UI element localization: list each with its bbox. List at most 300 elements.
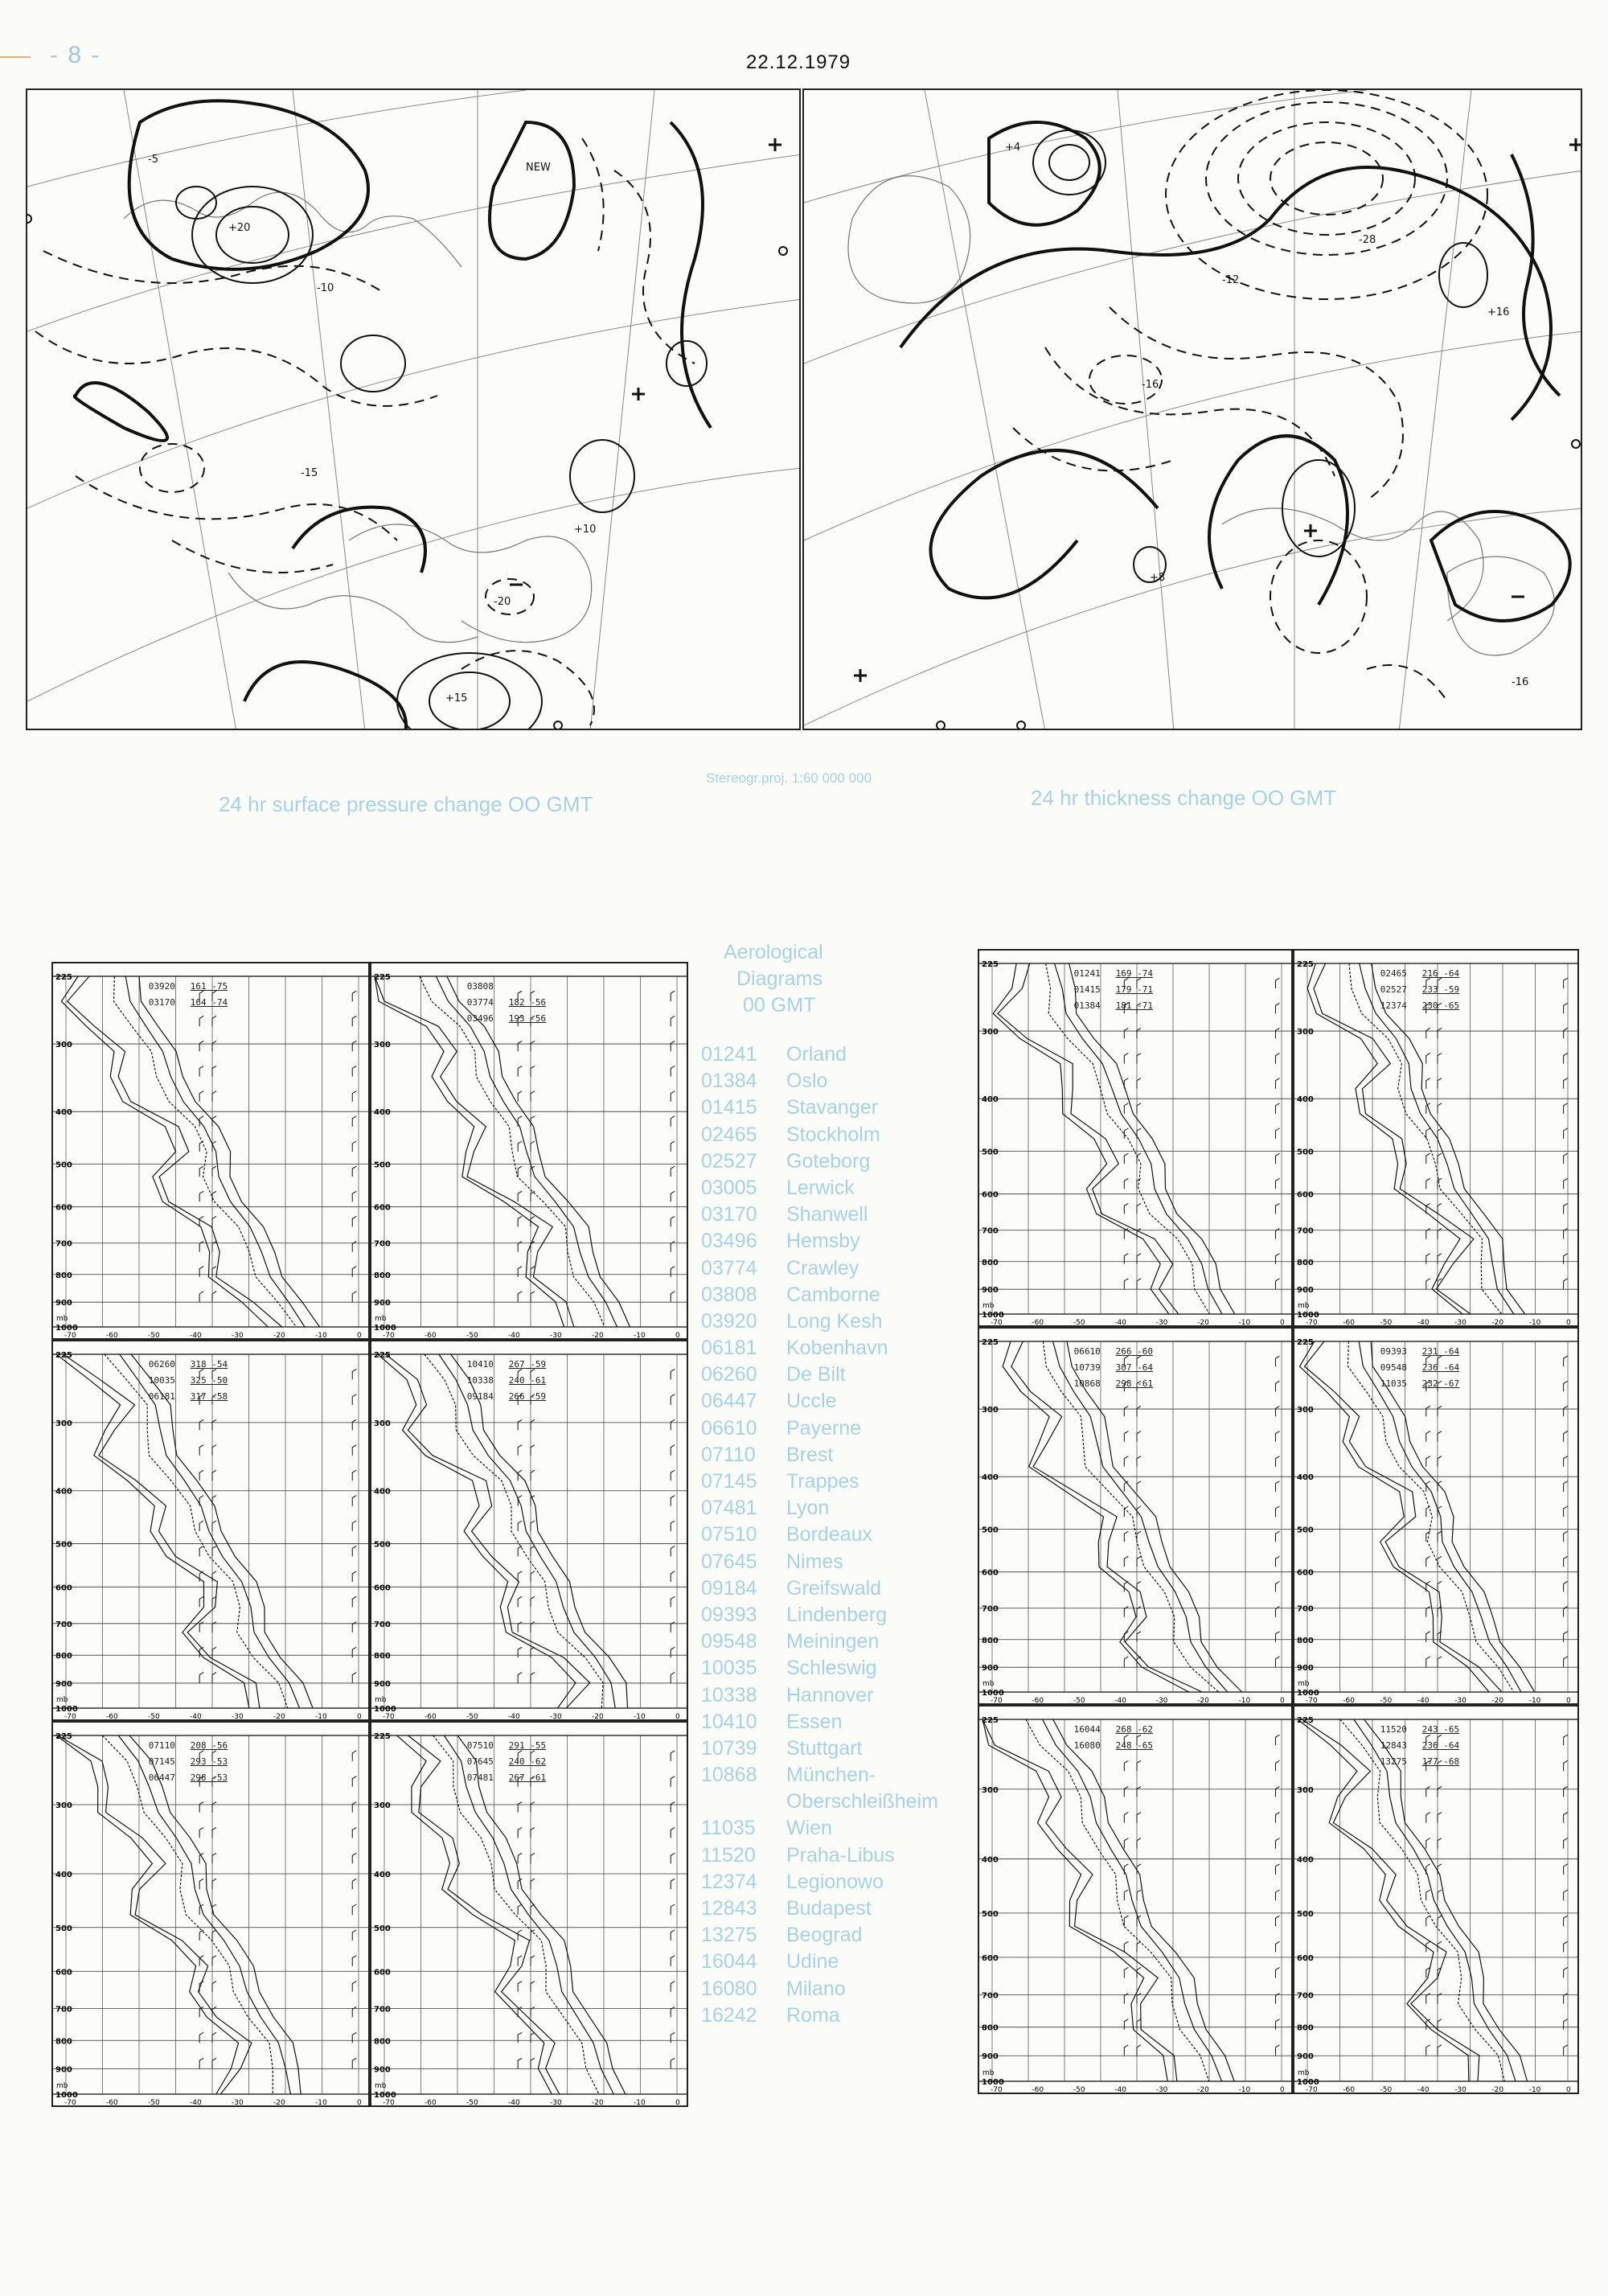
wind-barb	[671, 1751, 675, 1761]
wind-barb	[1564, 1028, 1568, 1038]
wind-barb	[1564, 1406, 1568, 1416]
station-code: 13275	[701, 1924, 757, 1947]
legend-station-row	[701, 1762, 958, 1789]
wind-barb	[1275, 1456, 1279, 1467]
wind-barb	[199, 1041, 203, 1051]
pressure-tick-label: 400	[374, 1871, 391, 1880]
wind-barb	[1137, 1279, 1141, 1289]
temperature-tick-label: -20	[1491, 1319, 1504, 1327]
station-name: Stockholm	[786, 1123, 880, 1146]
station-name: Lerwick	[786, 1176, 855, 1199]
wind-barb	[352, 1827, 356, 1838]
wind-barb	[671, 1571, 675, 1582]
panel-tropopause-value: 177 -68	[1421, 1756, 1460, 1767]
temperature-tick-label: -70	[383, 1332, 395, 1340]
wind-barb	[1564, 1279, 1568, 1289]
pressure-tick-label: 800	[55, 2037, 72, 2047]
wind-barb	[1124, 1203, 1128, 1214]
temperature-tick-label: -20	[1197, 1697, 1209, 1705]
pressure-tick-label: 600	[55, 1583, 72, 1593]
legend-station-row	[701, 1095, 958, 1121]
legend-station-row	[701, 1442, 958, 1468]
wind-barb	[671, 1470, 675, 1481]
pressure-tick-label: 225	[55, 1732, 72, 1741]
wind-barb	[1124, 1813, 1128, 1823]
wind-barb	[671, 1596, 675, 1607]
wind-barb	[1124, 1254, 1128, 1264]
wind-barb	[352, 1904, 356, 1915]
wind-barb	[212, 1292, 216, 1302]
pressure-tick-label: 500	[982, 1909, 999, 1919]
pressure-tick-label: 600	[1297, 1568, 1314, 1578]
legend-station-row	[701, 1922, 958, 1949]
wind-barb	[199, 1267, 203, 1277]
station-code: 16080	[701, 1977, 757, 2000]
temperature-tick-label: -70	[1306, 1319, 1318, 1327]
wind-barb	[212, 1066, 216, 1077]
pressure-tick-label: 400	[55, 1487, 72, 1497]
pressure-tick-label: 900	[374, 1679, 391, 1689]
legend-station-row	[701, 1468, 958, 1495]
station-code: 10868	[701, 1764, 757, 1787]
legend-station-row	[701, 1415, 958, 1442]
panel-station-code: 02527	[1380, 984, 1407, 995]
wind-barb	[671, 2058, 675, 2068]
temperature-tick-label: -10	[634, 2099, 646, 2107]
wind-barb	[212, 1191, 216, 1201]
wind-barb	[199, 2032, 203, 2043]
temperature-tick-label: -10	[1238, 2086, 1251, 2094]
wind-barb	[671, 1496, 675, 1506]
wind-barb	[1564, 1003, 1568, 1013]
panel-tropopause-value: 179 -71	[1115, 984, 1153, 995]
wind-barb	[518, 1267, 522, 1277]
wind-barb	[1124, 1279, 1128, 1289]
legend-station-row	[701, 1869, 958, 1896]
wind-barb	[1275, 1431, 1279, 1442]
wind-barb	[1137, 1456, 1141, 1467]
pressure-tick-label: 700	[374, 1239, 391, 1249]
pressure-tick-label: 400	[374, 1108, 391, 1118]
pressure-tick-label: 1000	[374, 2091, 396, 2100]
wind-barb	[352, 1802, 356, 1813]
station-name: Budapest	[786, 1897, 872, 1920]
wind-barb	[531, 1879, 535, 1889]
wind-barb	[1275, 1054, 1279, 1064]
station-code: 09393	[701, 1603, 757, 1626]
projection-note: Stereogr.proj. 1:60 000 000	[706, 770, 872, 786]
pressure-tick-label: 900	[374, 2065, 391, 2075]
wind-barb	[671, 2032, 675, 2043]
wind-barb	[1564, 1356, 1568, 1366]
wind-barb	[352, 1091, 356, 1102]
pressure-tick-label: 700	[55, 1620, 72, 1629]
wind-barb	[1426, 1431, 1430, 1442]
station-code: 02465	[701, 1123, 757, 1146]
panel-station-code: 10868	[1073, 1378, 1101, 1389]
panel-tropopause-value: 169 -74	[1115, 968, 1153, 979]
pressure-tick-label: 300	[374, 1419, 391, 1428]
wind-barb	[1438, 1456, 1442, 1467]
temperature-tick-label: -60	[106, 2099, 118, 2107]
wind-barb	[531, 1470, 535, 1481]
aerological-diagram-panel	[978, 1705, 1293, 2094]
wind-barb	[352, 1292, 356, 1302]
wind-barb	[199, 1802, 203, 1813]
temperature-tick-label: -20	[1491, 1697, 1504, 1705]
wind-barb	[671, 1292, 675, 1302]
panel-tropopause-value: 240 -61	[508, 1375, 547, 1386]
panel-station-code: 16080	[1073, 1740, 1101, 1751]
wind-barb	[199, 1292, 203, 1302]
legend-station-row	[701, 1362, 958, 1388]
wind-barb	[1275, 1735, 1279, 1745]
wind-barb	[1275, 1916, 1279, 1926]
wind-barb	[1564, 1481, 1568, 1492]
wind-barb	[1275, 1028, 1279, 1038]
wind-barb	[671, 1802, 675, 1813]
legend-station-row	[701, 2002, 958, 2029]
wind-barb	[199, 1673, 203, 1683]
wind-barb	[531, 1853, 535, 1863]
wind-barb	[1564, 978, 1568, 988]
pressure-tick-label: 800	[374, 2037, 391, 2047]
temperature-tick-label: -30	[1155, 2086, 1168, 2094]
wind-barb	[1564, 1813, 1568, 1823]
aerological-diagram-panel	[51, 962, 370, 1340]
temperature-tick-label: -50	[1380, 1697, 1393, 1705]
wind-barb	[1275, 1481, 1279, 1492]
pressure-tick-label: 800	[1297, 1636, 1314, 1645]
pressure-tick-label: 600	[55, 1203, 72, 1213]
wind-barb	[1426, 1506, 1430, 1517]
temperature-tick-label: -60	[1343, 1697, 1355, 1705]
wind-barb	[1564, 1760, 1568, 1771]
map-label-r1: -12	[1222, 274, 1240, 286]
temperature-tick-label: -50	[466, 2099, 478, 2107]
wind-barb	[1137, 1531, 1141, 1542]
station-name: Orland	[786, 1043, 847, 1066]
wind-barb	[199, 1016, 203, 1026]
wind-barb	[1275, 1203, 1279, 1214]
wind-barb	[1275, 1254, 1279, 1264]
station-code: 06181	[701, 1337, 757, 1360]
pressure-tick-label: 800	[1297, 1258, 1314, 1267]
wind-barb	[1275, 1657, 1279, 1667]
wind-barb	[1426, 1128, 1430, 1139]
legend-station-row	[701, 1575, 958, 1602]
pressure-tick-label: 1000	[1297, 1689, 1319, 1698]
wind-barb	[1426, 1456, 1430, 1467]
wind-barb	[518, 1191, 522, 1201]
pressure-tick-label: 700	[1297, 1604, 1314, 1614]
wind-barb	[531, 2032, 535, 2043]
wind-barb	[531, 1419, 535, 1430]
pressure-tick-label: 900	[1297, 1286, 1314, 1296]
panel-station-code: 07510	[466, 1740, 494, 1751]
wind-barb	[1275, 1864, 1279, 1875]
temperature-tick-label: -30	[1454, 1319, 1466, 1327]
station-name: Brest	[786, 1443, 834, 1466]
wind-barb	[1564, 1864, 1568, 1875]
wind-barb	[1137, 1632, 1141, 1642]
wind-barb	[199, 1596, 203, 1607]
pressure-tick-label: 700	[982, 1226, 999, 1236]
wind-barb	[352, 1066, 356, 1077]
wind-barb	[212, 1853, 216, 1863]
station-name: Praha-Libus	[786, 1843, 895, 1867]
legend-station-row	[701, 1896, 958, 1922]
station-name: Crawley	[786, 1256, 859, 1279]
legend-station-row	[701, 1655, 958, 1682]
station-name: Uccle	[786, 1390, 837, 1413]
panel-tropopause-value: 164 -74	[190, 997, 228, 1008]
pressure-tick-label: 500	[374, 1924, 391, 1933]
panel-tropopause-value: 236 -64	[1421, 1740, 1460, 1751]
wind-barb	[1438, 1864, 1442, 1875]
wind-barb	[1124, 1054, 1128, 1064]
surface-pressure-change-map	[26, 88, 801, 730]
temperature-tick-label: -20	[592, 2099, 604, 2107]
temperature-tick-label: -40	[508, 1332, 520, 1340]
wind-barb	[1137, 1813, 1141, 1823]
pressure-tick-label: 225	[1297, 1716, 1314, 1725]
wind-barb	[1275, 1531, 1279, 1542]
station-name: Long Kesh	[786, 1309, 883, 1333]
wind-barb	[671, 1776, 675, 1787]
wind-barb	[671, 1879, 675, 1889]
temperature-tick-label: -40	[1114, 2086, 1126, 2094]
map-label-l1: NEW	[526, 162, 551, 174]
wind-barb	[1426, 1254, 1430, 1264]
wind-barb	[1564, 1431, 1568, 1442]
wind-barb	[1426, 1054, 1430, 1064]
wind-barb	[212, 1930, 216, 1941]
wind-barb	[1137, 1838, 1141, 1849]
wind-barb	[1124, 1178, 1128, 1189]
wind-barb	[212, 1647, 216, 1657]
pressure-tick-label: 300	[982, 1785, 999, 1795]
pressure-tick-label: 300	[982, 1406, 999, 1415]
temperature-tick-label: -60	[1343, 2086, 1355, 2094]
station-code: 10035	[701, 1657, 757, 1680]
pressure-unit-label: mb	[56, 1696, 68, 1704]
wind-barb	[1137, 1054, 1141, 1064]
wind-barb	[352, 1141, 356, 1152]
temperature-tick-label: -50	[466, 1332, 478, 1340]
station-name: Meiningen	[786, 1630, 880, 1653]
temperature-tick-label: -10	[315, 2099, 327, 2107]
station-name: Stuttgart	[786, 1736, 863, 1760]
wind-barb	[1137, 1406, 1141, 1416]
wind-barb	[1564, 1556, 1568, 1567]
wind-barb	[1564, 1531, 1568, 1542]
wind-barb	[1137, 1028, 1141, 1038]
map-label-r0: +4	[1005, 142, 1021, 154]
wind-barb	[1137, 2045, 1141, 2056]
legend-station-row	[701, 1949, 958, 1975]
temperature-tick-label: 0	[1280, 1319, 1285, 1327]
wind-barb	[352, 1930, 356, 1941]
wind-barb	[1275, 1890, 1279, 1900]
wind-barb	[1137, 1481, 1141, 1492]
panel-station-code: 03170	[148, 997, 175, 1008]
pressure-tick-label: 500	[982, 1526, 999, 1535]
panel-station-code: 06610	[1073, 1346, 1101, 1357]
temperature-tick-label: -60	[106, 1332, 118, 1340]
wind-barb	[1275, 1581, 1279, 1592]
legend-station-row	[701, 1175, 958, 1201]
pressure-tick-label: 800	[982, 1258, 999, 1267]
pressure-tick-label: 225	[55, 1351, 72, 1360]
wind-barb	[1275, 1941, 1279, 1952]
wind-barb	[1137, 1941, 1141, 1952]
pressure-unit-label: mb	[1298, 1302, 1310, 1310]
station-name: Nimes	[786, 1550, 843, 1573]
wind-barb	[518, 1091, 522, 1102]
page-date: 22.12.1979	[746, 51, 851, 73]
panel-station-code: 03496	[466, 1013, 494, 1024]
wind-barb	[212, 1521, 216, 1531]
pressure-tick-label: 700	[982, 1604, 999, 1614]
wind-barb	[1564, 1054, 1568, 1064]
wind-barb	[671, 1216, 675, 1226]
aerological-diagram-panel	[1293, 1327, 1579, 1705]
pressure-tick-label: 500	[982, 1148, 999, 1157]
wind-barb	[1426, 1786, 1430, 1797]
wind-barb	[518, 1216, 522, 1226]
wind-barb	[1426, 1153, 1430, 1164]
wind-barb	[352, 1016, 356, 1026]
wind-barb	[671, 1116, 675, 1127]
wind-barb	[212, 1496, 216, 1506]
pressure-tick-label: 1000	[1297, 1311, 1319, 1320]
panel-tropopause-value: 208 -56	[190, 1740, 228, 1751]
panel-tropopause-value: 182 -56	[508, 997, 547, 1008]
temperature-tick-label: -30	[1155, 1697, 1168, 1705]
wind-barb	[1564, 2019, 1568, 2030]
temperature-tick-label: -30	[550, 1332, 562, 1340]
wind-barb	[531, 1930, 535, 1941]
wind-barb	[1438, 1786, 1442, 1797]
temperature-tick-label: -40	[1417, 1319, 1430, 1327]
pressure-tick-label: 900	[1297, 2052, 1314, 2062]
wind-barb	[1275, 1838, 1279, 1849]
temperature-tick-label: 0	[675, 1713, 680, 1721]
map-label-l7: -20	[494, 596, 511, 608]
pressure-tick-label: 300	[1297, 1406, 1314, 1415]
temperature-tick-label: -60	[1032, 1697, 1044, 1705]
wind-barb	[671, 1141, 675, 1152]
pressure-tick-label: 400	[982, 1855, 999, 1865]
pressure-tick-label: 600	[1297, 1953, 1314, 1963]
wind-barb	[671, 1419, 675, 1430]
pressure-tick-label: 1000	[982, 2078, 1004, 2087]
station-code: 16242	[701, 2003, 757, 2027]
wind-barb	[1564, 1967, 1568, 1978]
panel-station-code: 12374	[1380, 1000, 1407, 1011]
station-name: Beograd	[786, 1924, 863, 1947]
wind-barb	[1564, 2045, 1568, 2056]
wind-barb	[518, 1853, 522, 1863]
temperature-tick-label: -40	[1417, 1697, 1430, 1705]
wind-barb	[671, 1956, 675, 1966]
wind-barb	[212, 1445, 216, 1456]
wind-barb	[531, 2058, 535, 2068]
pressure-tick-label: 700	[1297, 1226, 1314, 1236]
wind-barb	[199, 1827, 203, 1838]
panel-station-code: 13275	[1380, 1756, 1407, 1767]
wind-barb	[531, 1445, 535, 1456]
panel-tropopause-value: 267 -59	[508, 1359, 547, 1370]
pressure-unit-label: mb	[982, 2069, 995, 2077]
map-label-l3: -10	[317, 282, 334, 294]
wind-barb	[1137, 1153, 1141, 1164]
temperature-tick-label: -50	[148, 2099, 160, 2107]
wind-barb	[671, 1445, 675, 1456]
wind-barb	[1438, 2045, 1442, 2056]
wind-barb	[199, 1191, 203, 1201]
wind-barb	[1275, 1103, 1279, 1114]
wind-barb	[1124, 1760, 1128, 1771]
pressure-tick-label: 300	[55, 1801, 72, 1811]
temperature-tick-label: -20	[273, 1713, 285, 1721]
wind-barb	[212, 1546, 216, 1556]
pressure-tick-label: 900	[1297, 1664, 1314, 1674]
temperature-tick-label: -50	[1073, 1697, 1085, 1705]
wind-barb	[352, 1191, 356, 1201]
panel-tropopause-value: 291 -55	[508, 1740, 547, 1751]
pressure-tick-label: 600	[982, 1190, 999, 1200]
wind-barb	[671, 1827, 675, 1838]
panel-station-code: 12843	[1380, 1740, 1407, 1751]
wind-barb	[518, 2032, 522, 2043]
wind-barb	[1275, 1813, 1279, 1823]
pressure-unit-label: mb	[982, 1302, 995, 1310]
panel-station-code: 01241	[1073, 968, 1101, 979]
station-code: 16044	[701, 1950, 757, 1974]
station-code: 10338	[701, 1683, 757, 1707]
legend-title	[701, 939, 958, 1019]
wind-barb	[1124, 1916, 1128, 1926]
wind-barb	[1137, 1890, 1141, 1900]
panel-tropopause-value: 298 -61	[1115, 1378, 1153, 1389]
wind-barb	[212, 1982, 216, 1992]
wind-barb	[212, 2058, 216, 2068]
panel-station-code: 01415	[1073, 984, 1101, 995]
pressure-tick-label: 600	[374, 1583, 391, 1593]
wind-barb	[199, 2058, 203, 2068]
pressure-unit-label: mb	[982, 1680, 995, 1688]
pressure-tick-label: 900	[55, 1679, 72, 1689]
panel-station-code: 06181	[148, 1391, 175, 1402]
wind-barb	[199, 1546, 203, 1556]
wind-barb	[1275, 1381, 1279, 1391]
page-edge-mark	[0, 56, 31, 58]
pressure-tick-label: 225	[374, 973, 391, 982]
wind-barb	[1438, 1890, 1442, 1900]
wind-barb	[1426, 1838, 1430, 1849]
panel-station-code: 02465	[1380, 968, 1407, 979]
wind-barb	[1426, 1078, 1430, 1089]
legend-title-line: Diagrams	[736, 967, 822, 990]
panel-tropopause-value: 268 -62	[1115, 1724, 1153, 1735]
station-code: 07145	[701, 1470, 757, 1493]
wind-barb	[1275, 978, 1279, 988]
station-code: 11520	[701, 1843, 756, 1867]
temperature-tick-label: -20	[273, 2099, 285, 2107]
station-name: Hannover	[786, 1683, 874, 1707]
